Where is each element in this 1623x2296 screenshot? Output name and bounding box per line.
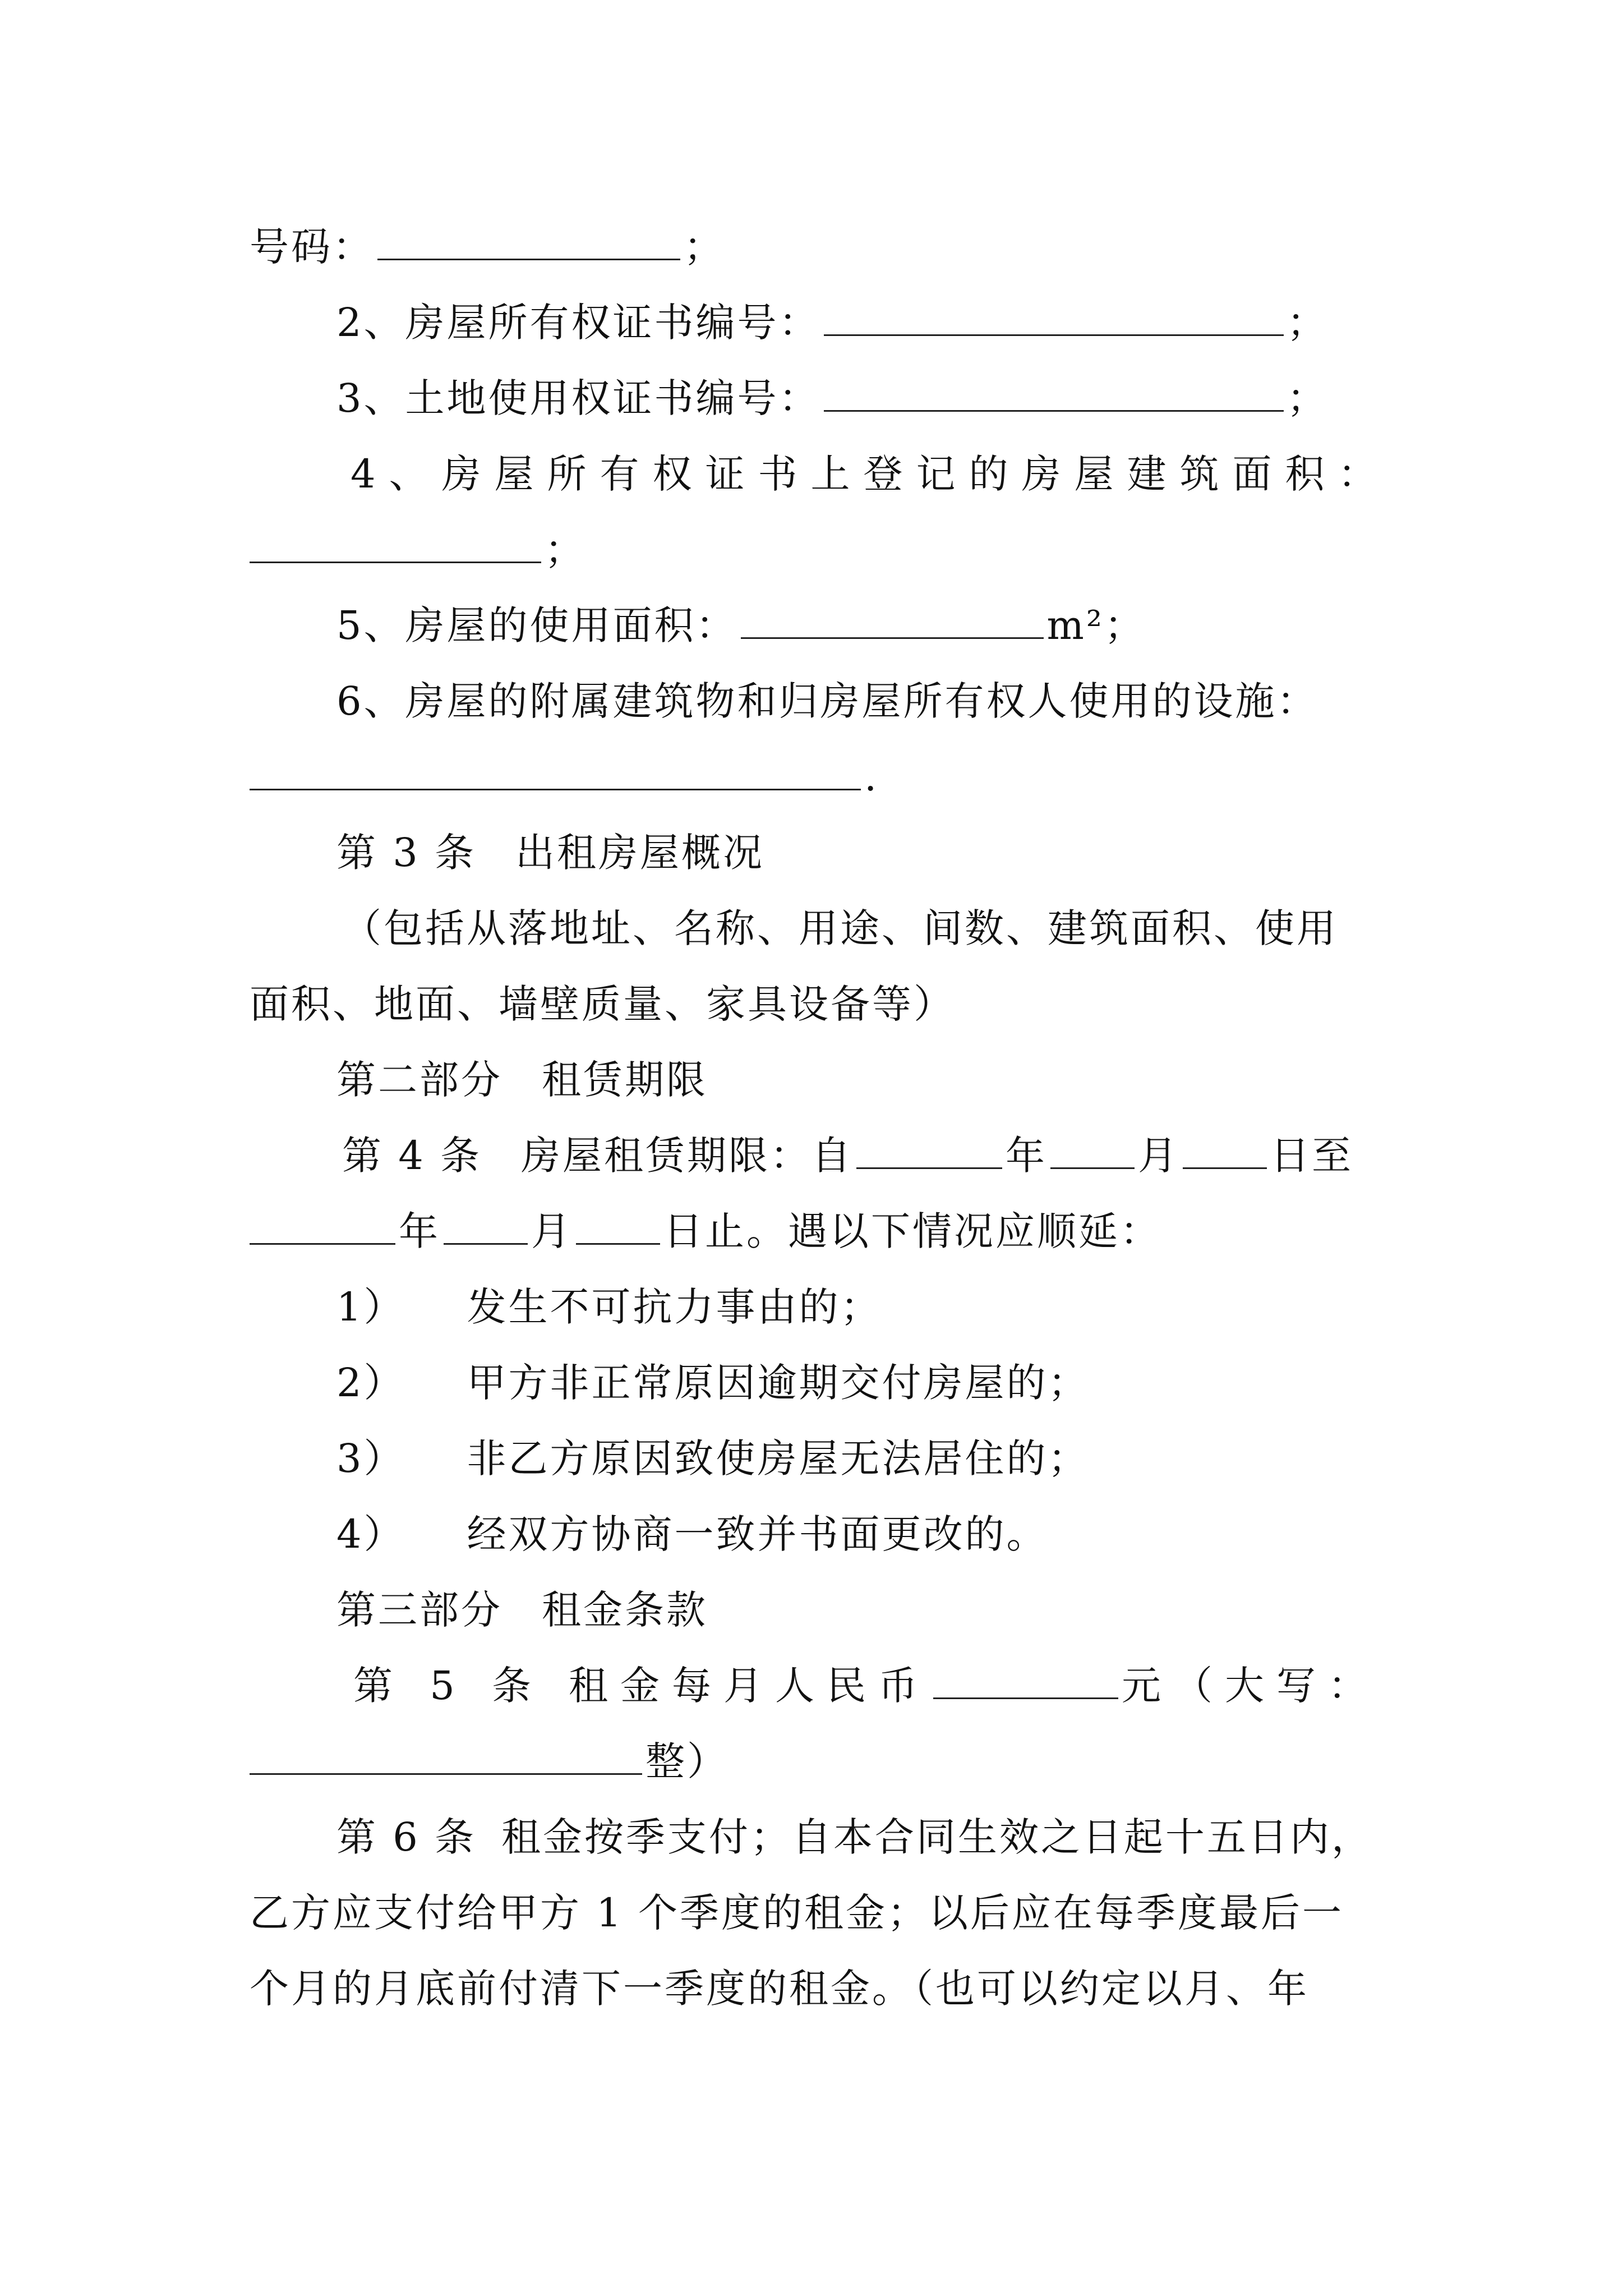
line-text (250, 973, 1388, 1035)
list-item (336, 1428, 1388, 1489)
blank-end-month[interactable] (444, 1208, 528, 1245)
paragraph-text: 乙方应支付给甲方 1 个季度的租金；以后应在每季度最后一 (250, 1890, 1344, 1936)
line-text: 2、房屋所有权证书编号： (336, 300, 820, 346)
blank-end-year[interactable] (250, 1208, 395, 1245)
line-text: 4、房屋所有权证书上登记的房屋建筑面积： (351, 451, 1391, 497)
part-label: 第二部分 (336, 1057, 502, 1103)
article-label: 第 5 条 (353, 1663, 544, 1709)
paragraph-text: 个月的月底前付清下一季度的租金。（也可以约定以月、年 (250, 1966, 1309, 2012)
article-label: 第 3 条 (336, 830, 477, 876)
article-label: 第 6 条 (336, 1814, 477, 1860)
article-title: 出租房屋概况 (515, 830, 765, 876)
part-title: 租赁期限 (542, 1057, 708, 1103)
article-3-heading (336, 822, 1388, 884)
day-label: 日至 (1270, 1133, 1354, 1179)
part-title: 租金条款 (542, 1587, 708, 1633)
blank-land-cert-no[interactable] (824, 375, 1284, 412)
blank-number[interactable] (377, 224, 680, 260)
list-number: 4） (336, 1511, 405, 1557)
line-text: ； (1287, 375, 1329, 421)
line-text: 6、房屋的附属建筑物和归房屋所有权人使用的设施： (336, 678, 1318, 724)
paragraph-text: 元（大写： (1122, 1663, 1380, 1709)
line-registered-area (351, 443, 1391, 505)
article-6-line (336, 1806, 1388, 1868)
list-number: 1） (336, 1284, 405, 1330)
paragraph-text: 租金按季支付；自本合同生效之日起十五日内， (501, 1814, 1373, 1860)
month-label: 月 (1138, 1133, 1180, 1179)
blank-monthly-rent[interactable] (933, 1663, 1118, 1699)
list-text: 非乙方原因致使房屋无法居住的； (467, 1435, 1090, 1481)
part-label: 第三部分 (336, 1587, 502, 1633)
article-4-line-2 (250, 1200, 1388, 1262)
list-item (336, 1276, 1388, 1338)
line-text: 号码： (250, 224, 374, 270)
blank-auxiliary-facilities[interactable] (250, 754, 861, 790)
blank-ownership-cert-no[interactable] (824, 300, 1284, 336)
blank-rent-in-words[interactable] (250, 1738, 642, 1775)
line-land-cert-no (336, 367, 1388, 429)
blank-end-day[interactable] (576, 1208, 660, 1245)
list-text: 经双方协商一致并书面更改的。 (467, 1511, 1048, 1557)
blank-usable-area[interactable] (741, 602, 1044, 639)
article-label: 第 4 条 (342, 1133, 482, 1179)
paragraph-text: 面积、地面、墙壁质量、家具设备等） (250, 981, 955, 1027)
line-auxiliary-facilities (336, 670, 1388, 732)
article-5-line-2 (250, 1731, 1388, 1792)
list-text: 发生不可抗力事由的； (467, 1284, 882, 1330)
part-2-heading (336, 1049, 1388, 1111)
article-6-line-2 (250, 1882, 1388, 1944)
line-text: 5、房屋的使用面积： (336, 602, 737, 648)
line-text (342, 898, 1394, 959)
line-usable-area (336, 595, 1388, 656)
line-text: . (864, 754, 879, 800)
article-6-line-3 (250, 1958, 1388, 2019)
blank-start-month[interactable] (1050, 1133, 1135, 1169)
line-text: 3、土地使用权证书编号： (336, 375, 820, 421)
year-label: 年 (1006, 1133, 1048, 1179)
paragraph-text: 租金每月人民币 (569, 1663, 930, 1709)
list-item (336, 1503, 1388, 1565)
list-number: 3） (336, 1435, 405, 1481)
paragraph-text: 日止。遇以下情况应顺延： (663, 1208, 1161, 1254)
line-number-field (250, 216, 1388, 278)
line-text: ； (545, 527, 586, 573)
line-text: ； (684, 224, 725, 270)
line-text: ； (1287, 300, 1329, 346)
blank-start-day[interactable] (1183, 1133, 1267, 1169)
year-label: 年 (399, 1208, 440, 1254)
month-label: 月 (531, 1208, 573, 1254)
blank-start-year[interactable] (856, 1133, 1002, 1169)
article-5-line (353, 1655, 1405, 1717)
list-text: 甲方非正常原因逾期交付房屋的； (467, 1360, 1090, 1406)
line-ownership-cert-no (336, 292, 1388, 353)
paragraph-text: （包括从落地址、名称、用途、间数、建筑面积、使用 (342, 905, 1338, 951)
line-text: m²； (1046, 602, 1146, 648)
article-4-line (342, 1125, 1394, 1186)
list-number: 2） (336, 1360, 405, 1406)
paragraph-text: 整） (645, 1738, 728, 1784)
line-auxiliary-facilities-value (250, 746, 1388, 808)
blank-registered-area[interactable] (250, 527, 541, 563)
paragraph-text: 房屋租赁期限：自 (521, 1133, 854, 1179)
part-3-heading (336, 1579, 1388, 1641)
list-item (336, 1352, 1388, 1414)
line-registered-area-value (250, 519, 1388, 581)
